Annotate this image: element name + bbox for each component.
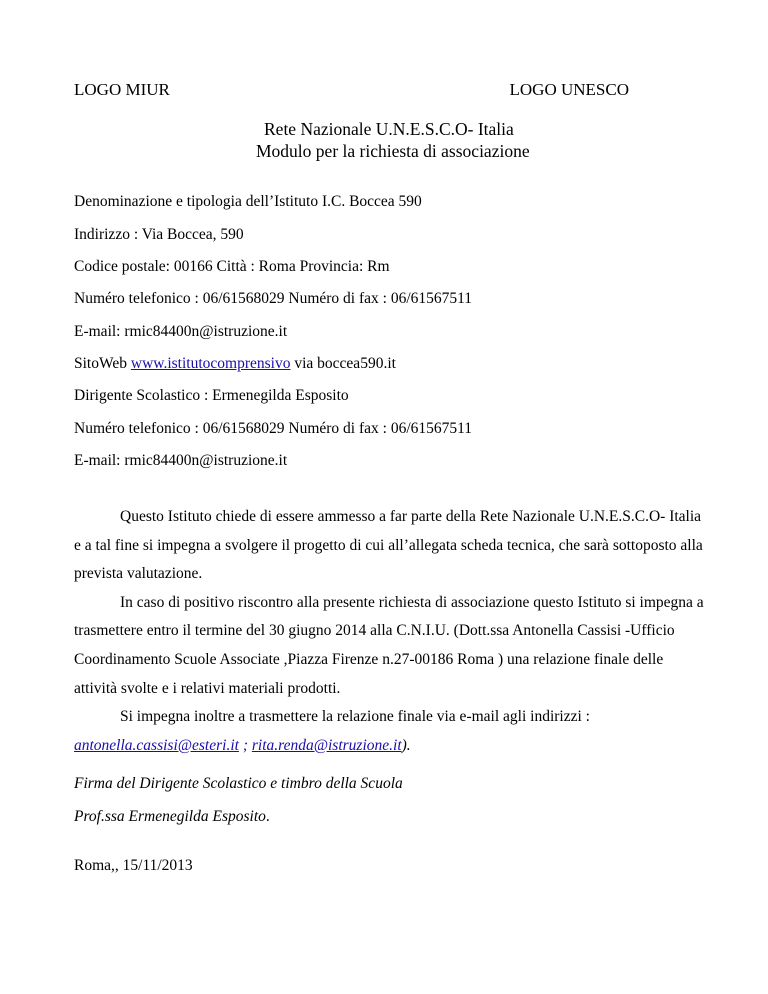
field-sito-web (74, 355, 396, 373)
signature-label: Firma del Dirigente Scolastico e timbro della Scuola (74, 775, 403, 792)
paragraph-richiesta: Questo Istituto chiede di essere ammesso a far parte della Rete Nazionale U.N.E.S.C.O- Italia e a tal fine si impegna a svolgere il progetto di cui all’allegata scheda tecnica, che sarà sottoposto alla prevista valutazione. (74, 508, 703, 583)
email-addresses-line (74, 732, 704, 761)
signature-name-line (74, 808, 270, 826)
field-email-istituto: E-mail: rmic84400n@istruzione.it (74, 323, 288, 340)
field-dirigente: Dirigente Scolastico : Ermenegilda Esposito (74, 387, 349, 404)
field-codice-postale: Codice postale: 00166 Città : Roma Provincia: Rm (74, 258, 390, 275)
sito-prefix: SitoWeb (74, 355, 131, 372)
logo-miur-placeholder: LOGO MIUR (74, 80, 170, 99)
paragraph-trasmissione: Si impegna inoltre a trasmettere la relazione finale via e-mail agli indirizzi : (120, 708, 590, 726)
sito-suffix: via boccea590.it (290, 355, 396, 372)
email-line-end: ). (401, 736, 411, 754)
document-date: Roma,, 15/11/2013 (74, 857, 193, 874)
document-subtitle: Modulo per la richiesta di associazione (256, 141, 530, 161)
field-indirizzo: Indirizzo : Via Boccea, 590 (74, 226, 244, 243)
field-telefono-dirigente: Numéro telefonico : 06/61568029 Numéro di fax : 06/61567511 (74, 420, 473, 437)
paragraph-impegno: In caso di positivo riscontro alla presente richiesta di associazione questo Istituto si impegna a trasmettere entro il termine del 30 giugno 2014 alla C.N.I.U. (Dott.ssa Antonella Cassisi -Ufficio Coordinamento Scuole Associate ,Piazza Firenze n.27-00186 Roma ) una relazione finale delle attività svolte e i relativi materiali prodotti. (74, 593, 704, 697)
email-separator: ; (238, 736, 252, 754)
signature-name: Prof.ssa Ermenegilda Esposito (74, 808, 266, 825)
signature-name-end: . (265, 808, 270, 825)
document-title: Rete Nazionale U.N.E.S.C.O- Italia (264, 119, 514, 139)
email-link-renda[interactable]: rita.renda@istruzione.it (251, 736, 402, 754)
body-text (74, 503, 704, 760)
sito-web-link[interactable]: www.istitutocomprensivo (130, 355, 291, 372)
field-telefono-istituto: Numéro telefonico : 06/61568029 Numéro di fax : 06/61567511 (74, 290, 473, 307)
field-denominazione: Denominazione e tipologia dell’Istituto I.C. Boccea 590 (74, 193, 422, 210)
logo-unesco-placeholder: LOGO UNESCO (509, 80, 629, 99)
field-email-dirigente: E-mail: rmic84400n@istruzione.it (74, 452, 288, 469)
email-link-cassisi[interactable]: antonella.cassisi@esteri.it (74, 736, 239, 754)
